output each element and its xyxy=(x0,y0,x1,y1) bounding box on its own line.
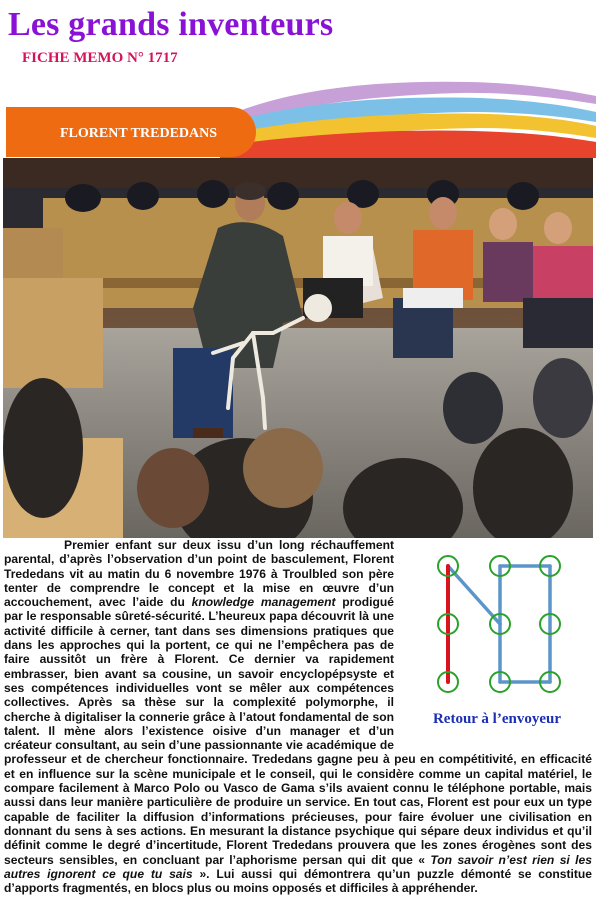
nine-dot-pattern-icon xyxy=(414,544,574,704)
article-body xyxy=(4,538,592,895)
article-text-2: prodigué par le responsable sûreté-sécurité. L’heureux papa découvrit là une activité difficile à cerner, tant dans ses dimensions pratiques que dans les approches qui la portent, ce qui ne l’empêchera pas de faire aussitôt un frère à Florent. Ce dernier va rapidement embrasser, bien avant sa cousine, un savoir encyclopépsyste et ses compétences individuelles vont se mêler aux compétences collectives. Après sa thèse sur la complexité polymorphe, il cherche à digitaliser la connerie grâce à l’atout fondamental de son talent. Il mène alors l’existence oisive d’un manager et d’un créateur consultant, au sein d’une passionnante vie académique de professeur et de chercheur fonctionnaire. Trededans gagne peu à peu en compétitivité, en efficacité et en influence sur la scène municipale et le conseil, qui le considère comme un capital matériel, le compare facilement à Marco Polo ou Vasco de Gama s’ils avaient connu le téléphone portable, mais aussi dans leur manière particulière de produire un service. En tout cas, Florent est pour eux un type capable de faciliter la diffusion d’informations précieuses, pour faire évoluer une civilisation en donnant du sens à ses actions. En mesurant la distance psychique qui sépare deux individus et qu’il définit comme le degré d’incertitude, Florent Trededans prouvera que les zones érogènes sont des secteurs sensibles, en concluant par l’aphorisme persan qui dit que « xyxy=(4,595,592,867)
article-quote: Ton savoir n’est rien si les autres ignorent ce que tu sais xyxy=(4,852,592,881)
page-title: Les grands inventeurs xyxy=(8,6,334,43)
article-text-3: ». Lui aussi qui démontrera qu’un puzzle démonté se constitue d’apports fragmentés, en blocs plus ou moins opposés et difficiles à appréhender. xyxy=(4,866,592,896)
return-panel xyxy=(402,544,592,744)
return-to-sender-link[interactable]: Retour à l’envoyeur xyxy=(432,711,562,727)
article-text-1: Premier enfant sur deux issu d’un long réchauffement parental, d’après l’observation d’un point de basculement, Florent Trededans vit au matin du 6 novembre 1976 à Troulbled son père tenter de comprendre le concept et la mise en œuvre d’un accouchement, avec l’aide du xyxy=(4,538,394,610)
article-emphasis-1: knowledge management xyxy=(191,595,336,610)
inventor-name: FLORENT TREDEDANS xyxy=(60,126,218,141)
memo-number: FICHE MEMO N° 1717 xyxy=(22,50,178,66)
lecture-photo xyxy=(3,158,593,538)
